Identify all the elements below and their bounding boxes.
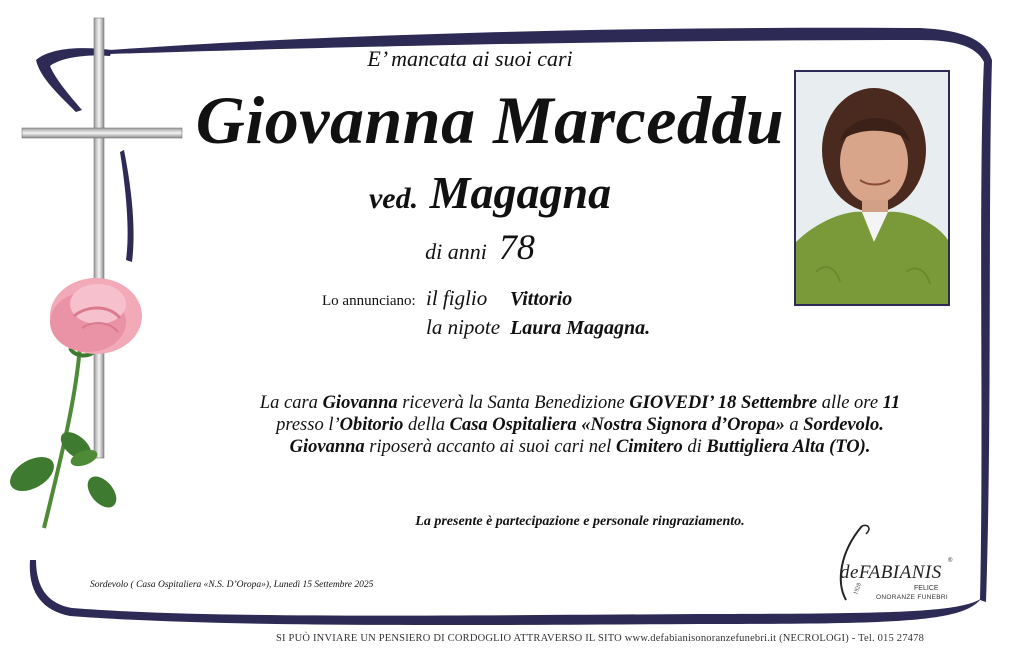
footer-contact: SI PUÒ INVIARE UN PENSIERO DI CORDOGLIO ATTRAVERSO IL SITO www.defabianisonoranzefunebri.it (NECROLOGI) - Tel. 015 27478 (275, 633, 925, 644)
relation-label: il figlio (426, 286, 488, 310)
relation-label: la nipote (426, 315, 501, 339)
logo-felice: FELICE (914, 585, 939, 592)
funeral-home-logo (818, 522, 958, 604)
announcement (322, 286, 722, 344)
deceased-name: Giovanna Marceddu (195, 82, 785, 158)
info-line-3 (200, 436, 960, 458)
announcement-row (322, 315, 722, 344)
info-place: Obitorio (339, 415, 404, 435)
info-text: a (784, 415, 804, 435)
announcement-lead: Lo annunciano: (322, 293, 416, 309)
announcement-row (322, 286, 722, 315)
info-line-2 (200, 414, 960, 436)
info-date: GIOVEDI’ 18 Settembre (629, 393, 818, 413)
rose-icon (4, 266, 154, 536)
portrait-photo (794, 70, 950, 306)
info-text: alle ore (817, 393, 883, 413)
ved-surname: Magagna (429, 167, 612, 218)
info-text: di (682, 437, 707, 457)
intro-text: E’ mancata ai suoi cari (367, 46, 573, 71)
thanks-text: La presente è partecipazione e personale ringraziamento. (415, 514, 745, 529)
logo-registered: ® (948, 558, 953, 564)
age-value: 78 (498, 227, 535, 267)
info-town: Buttigliera Alta (TO). (706, 437, 871, 457)
info-text: riceverà la Santa Benedizione (397, 393, 630, 413)
logo-brand: deFABIANIS (840, 562, 942, 583)
info-place: Casa Ospitaliera «Nostra Signora d’Oropa» (449, 415, 785, 435)
ved-prefix: ved. (368, 182, 419, 215)
info-place: Cimitero (615, 437, 683, 457)
info-name: Giovanna (289, 437, 365, 457)
info-time: 11 (882, 393, 901, 413)
relative-name: Laura Magagna. (510, 317, 651, 339)
logo-subtitle: ONORANZE FUNEBRI (876, 594, 948, 601)
dateline: Sordevolo ( Casa Ospitaliera «N.S. D’Oropa»), Lunedì 15 Settembre 2025 (90, 580, 374, 590)
relative-name: Vittorio (510, 288, 573, 310)
age-label: di anni (425, 239, 487, 264)
portrait-illustration (796, 72, 948, 304)
info-town: Sordevolo. (803, 415, 884, 435)
ceremony-info (200, 392, 960, 458)
logo-year: 1928 (853, 582, 863, 596)
info-text: della (403, 415, 450, 435)
age-line (360, 226, 600, 268)
info-text: riposerà accanto ai suoi cari nel (364, 437, 616, 457)
info-text: La cara (259, 393, 323, 413)
info-text: presso l’ (276, 415, 340, 435)
info-name: Giovanna (322, 393, 398, 413)
widow-line (300, 166, 680, 219)
info-line-1 (200, 392, 960, 414)
